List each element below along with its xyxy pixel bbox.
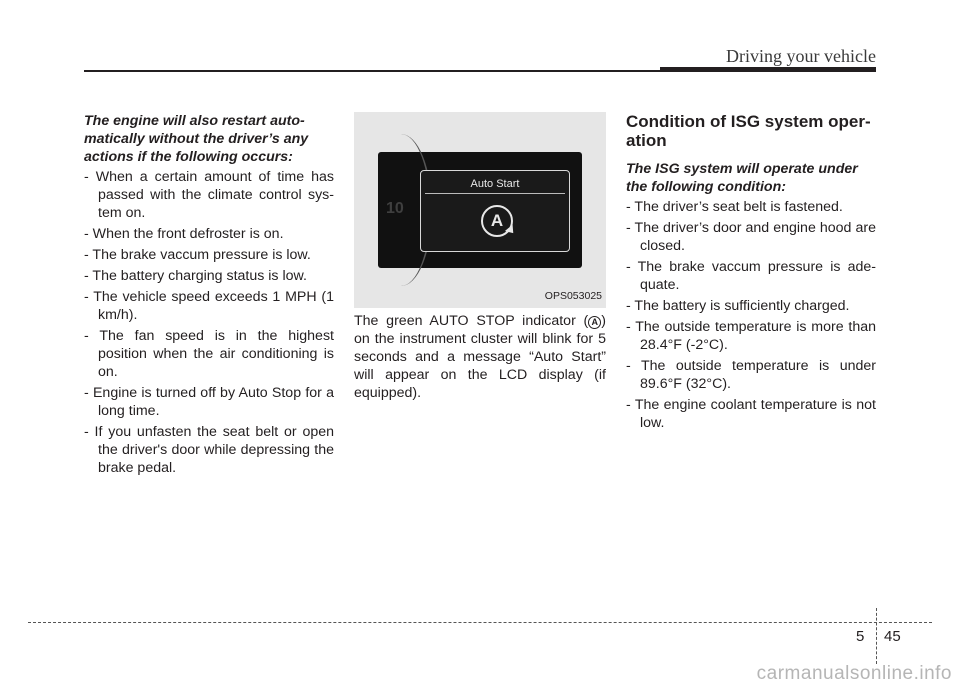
list-item: - When the front defroster is on. [84,225,334,243]
lcd-title: Auto Start [470,178,520,190]
chapter-number: 5 [856,628,865,645]
list-item: - The engine coolant temperature is not low. [626,396,876,432]
header-title: Driving your vehicle [726,46,876,66]
column-left [84,112,334,480]
list-item: - The driver’s door and engine hood are closed. [626,219,876,255]
list-item: - The vehicle speed exceeds 1 MPH (1 km/h). [84,288,334,324]
figure-text-after: ) on the instrument cluster will blink for 5 seconds and a message “Auto Start” will appear on the LCD display (if equipped). [354,313,606,401]
list-item: - The driver’s seat belt is fastened. [626,198,876,216]
list-item: - The outside temperature is more than 28.4°F (-2°C). [626,318,876,354]
gauge-number: 10 [386,200,404,217]
watermark: carmanualsonline.info [756,663,952,684]
section-heading: Condition of ISG system oper-ation [626,112,871,150]
auto-stop-inline-icon: A [588,316,601,329]
restart-conditions-list [84,168,334,477]
auto-stop-icon: A [481,205,513,237]
page-number: 45 [884,628,901,645]
list-item: - The brake vaccum pressure is ade-quate. [626,258,876,294]
operation-conditions-list [626,198,876,432]
figure-text-before: The green AUTO STOP indicator ( [354,313,589,329]
list-item: - The battery charging status is low. [84,267,334,285]
list-item: - The fan speed is in the highest position when the air conditioning is on. [84,327,334,381]
restart-conditions-lead: The engine will also restart auto-matically without the driver’s any actions if the following occurs: [84,113,309,165]
column-middle [354,112,606,416]
list-item: - The brake vaccum pressure is low. [84,246,334,264]
header-rule-accent [660,67,876,72]
list-item: - The outside temperature is under 89.6°F (32°C). [626,357,876,393]
list-item: - If you unfasten the seat belt or open the driver's door while depressing the brake pedal. [84,423,334,477]
list-item: - Engine is turned off by Auto Stop for a long time. [84,384,334,420]
figure-description [354,312,606,402]
footer-rule [28,622,932,623]
section-subheading: The ISG system will operate under the following condition: [626,161,858,195]
list-item: - The battery is sufficiently charged. [626,297,876,315]
page-number-divider [876,608,877,664]
list-item: - When a certain amount of time has passed with the climate control sys-tem on. [84,168,334,222]
lcd-display [420,170,570,252]
column-right [626,112,876,435]
instrument-cluster [378,152,582,268]
lcd-divider [425,193,565,194]
auto-start-figure [354,112,606,308]
figure-caption: OPS053025 [544,290,602,302]
